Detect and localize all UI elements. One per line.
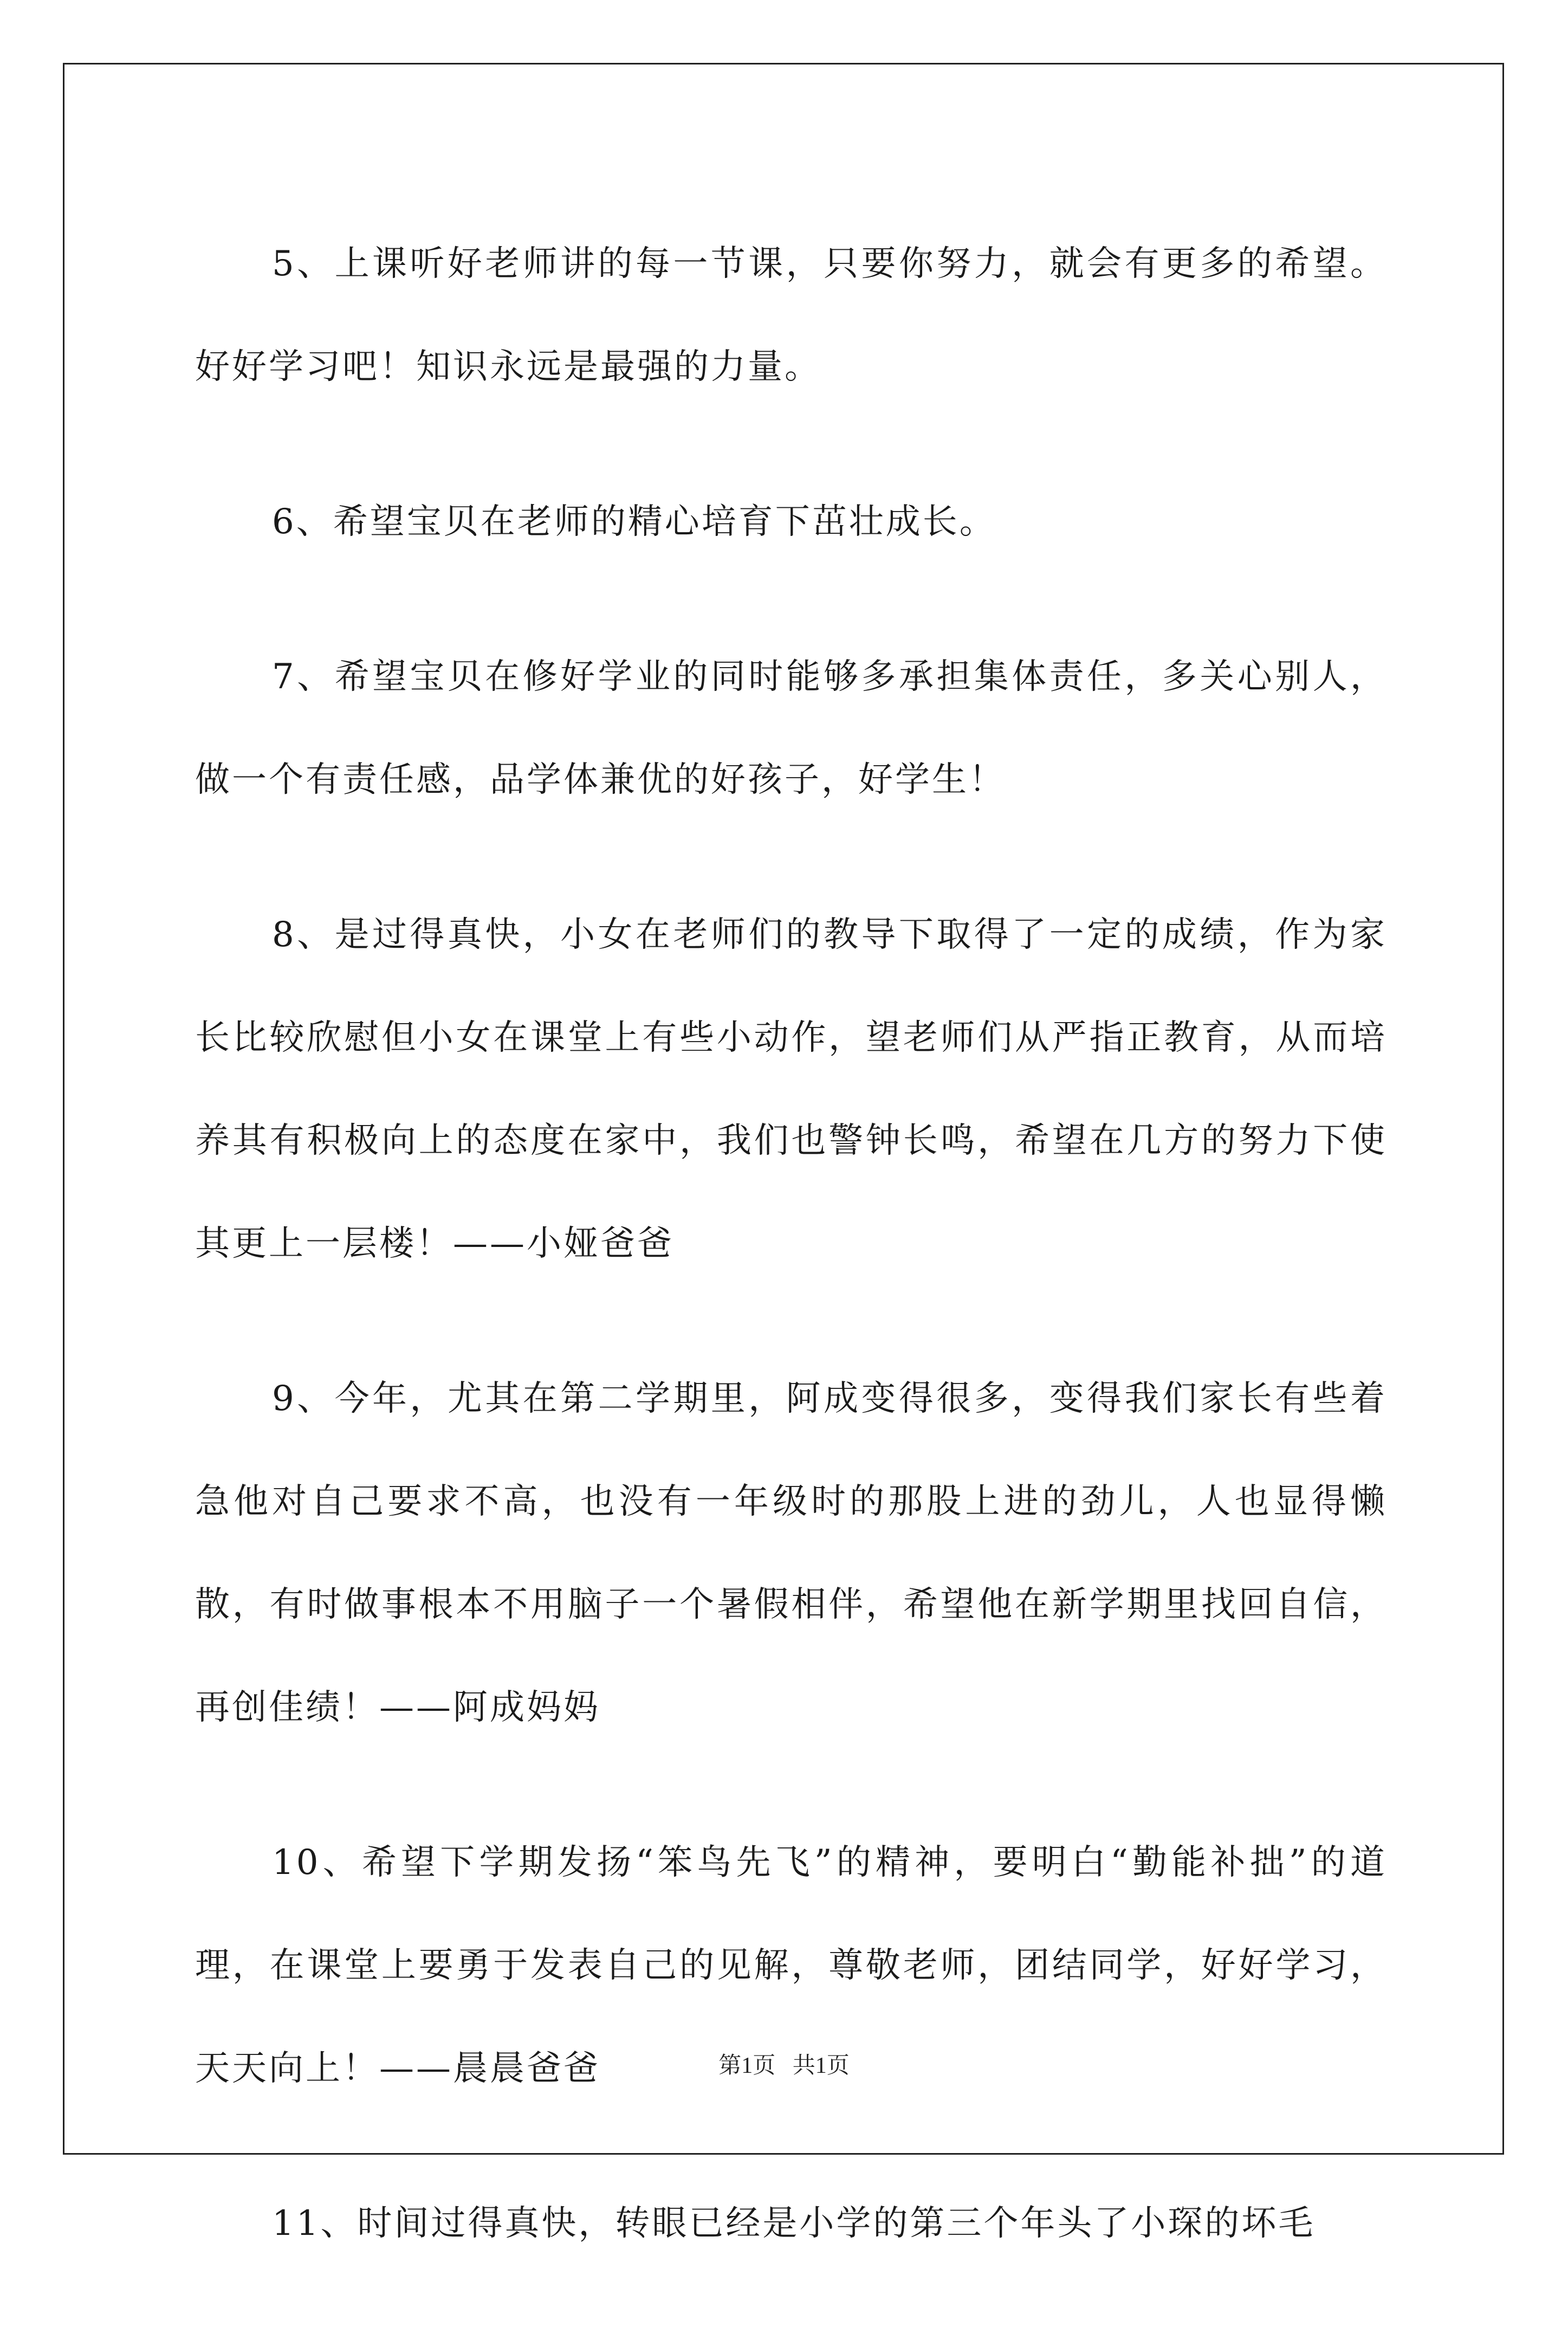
paragraph-8: 8、是过得真快，小女在老师们的教导下取得了一定的成绩，作为家长比较欣慰但小女在课堂上有些小动作，望老师们从严指正教育，从而培养其有积极向上的态度在家中，我们也警钟长鸣，希望在几方的努力下使其更上一层楼！——小娅爸爸 [195,915,1387,1264]
paragraph-6: 6、希望宝贝在老师的精心培育下茁壮成长。 [272,502,996,542]
page-number: 第1页 [718,2053,776,2078]
paragraph-5: 5、上课听好老师讲的每一节课，只要你努力，就会有更多的希望。好好学习吧！知识永远是最强的力量。 [195,244,1387,387]
paragraph-9: 9、今年，尤其在第二学期里，阿成变得很多，变得我们家长有些着急他对自己要求不高，也没有一年级时的那股上进的劲儿，人也显得懒散，有时做事根本不用脑子一个暑假相伴，希望他在新学期里找回自信，再创佳绩！——阿成妈妈 [195,1379,1387,1728]
paragraph-7: 7、希望宝贝在修好学业的同时能够多承担集体责任，多关心别人，做一个有责任感，品学体兼优的好孩子，好学生！ [195,657,1387,800]
document-body [195,212,1387,2327]
page-total: 共1页 [792,2053,850,2078]
paragraph-11: 11、时间过得真快，转眼已经是小学的第三个年头了小琛的坏毛 [272,2203,1316,2244]
paragraph-10: 10、希望下学期发扬“笨鸟先飞”的精神，要明白“勤能补拙”的道理，在课堂上要勇于发表自己的见解，尊敬老师，团结同学，好好学习，天天向上！——晨晨爸爸 [195,1843,1387,2089]
page-footer [0,2047,1568,2080]
